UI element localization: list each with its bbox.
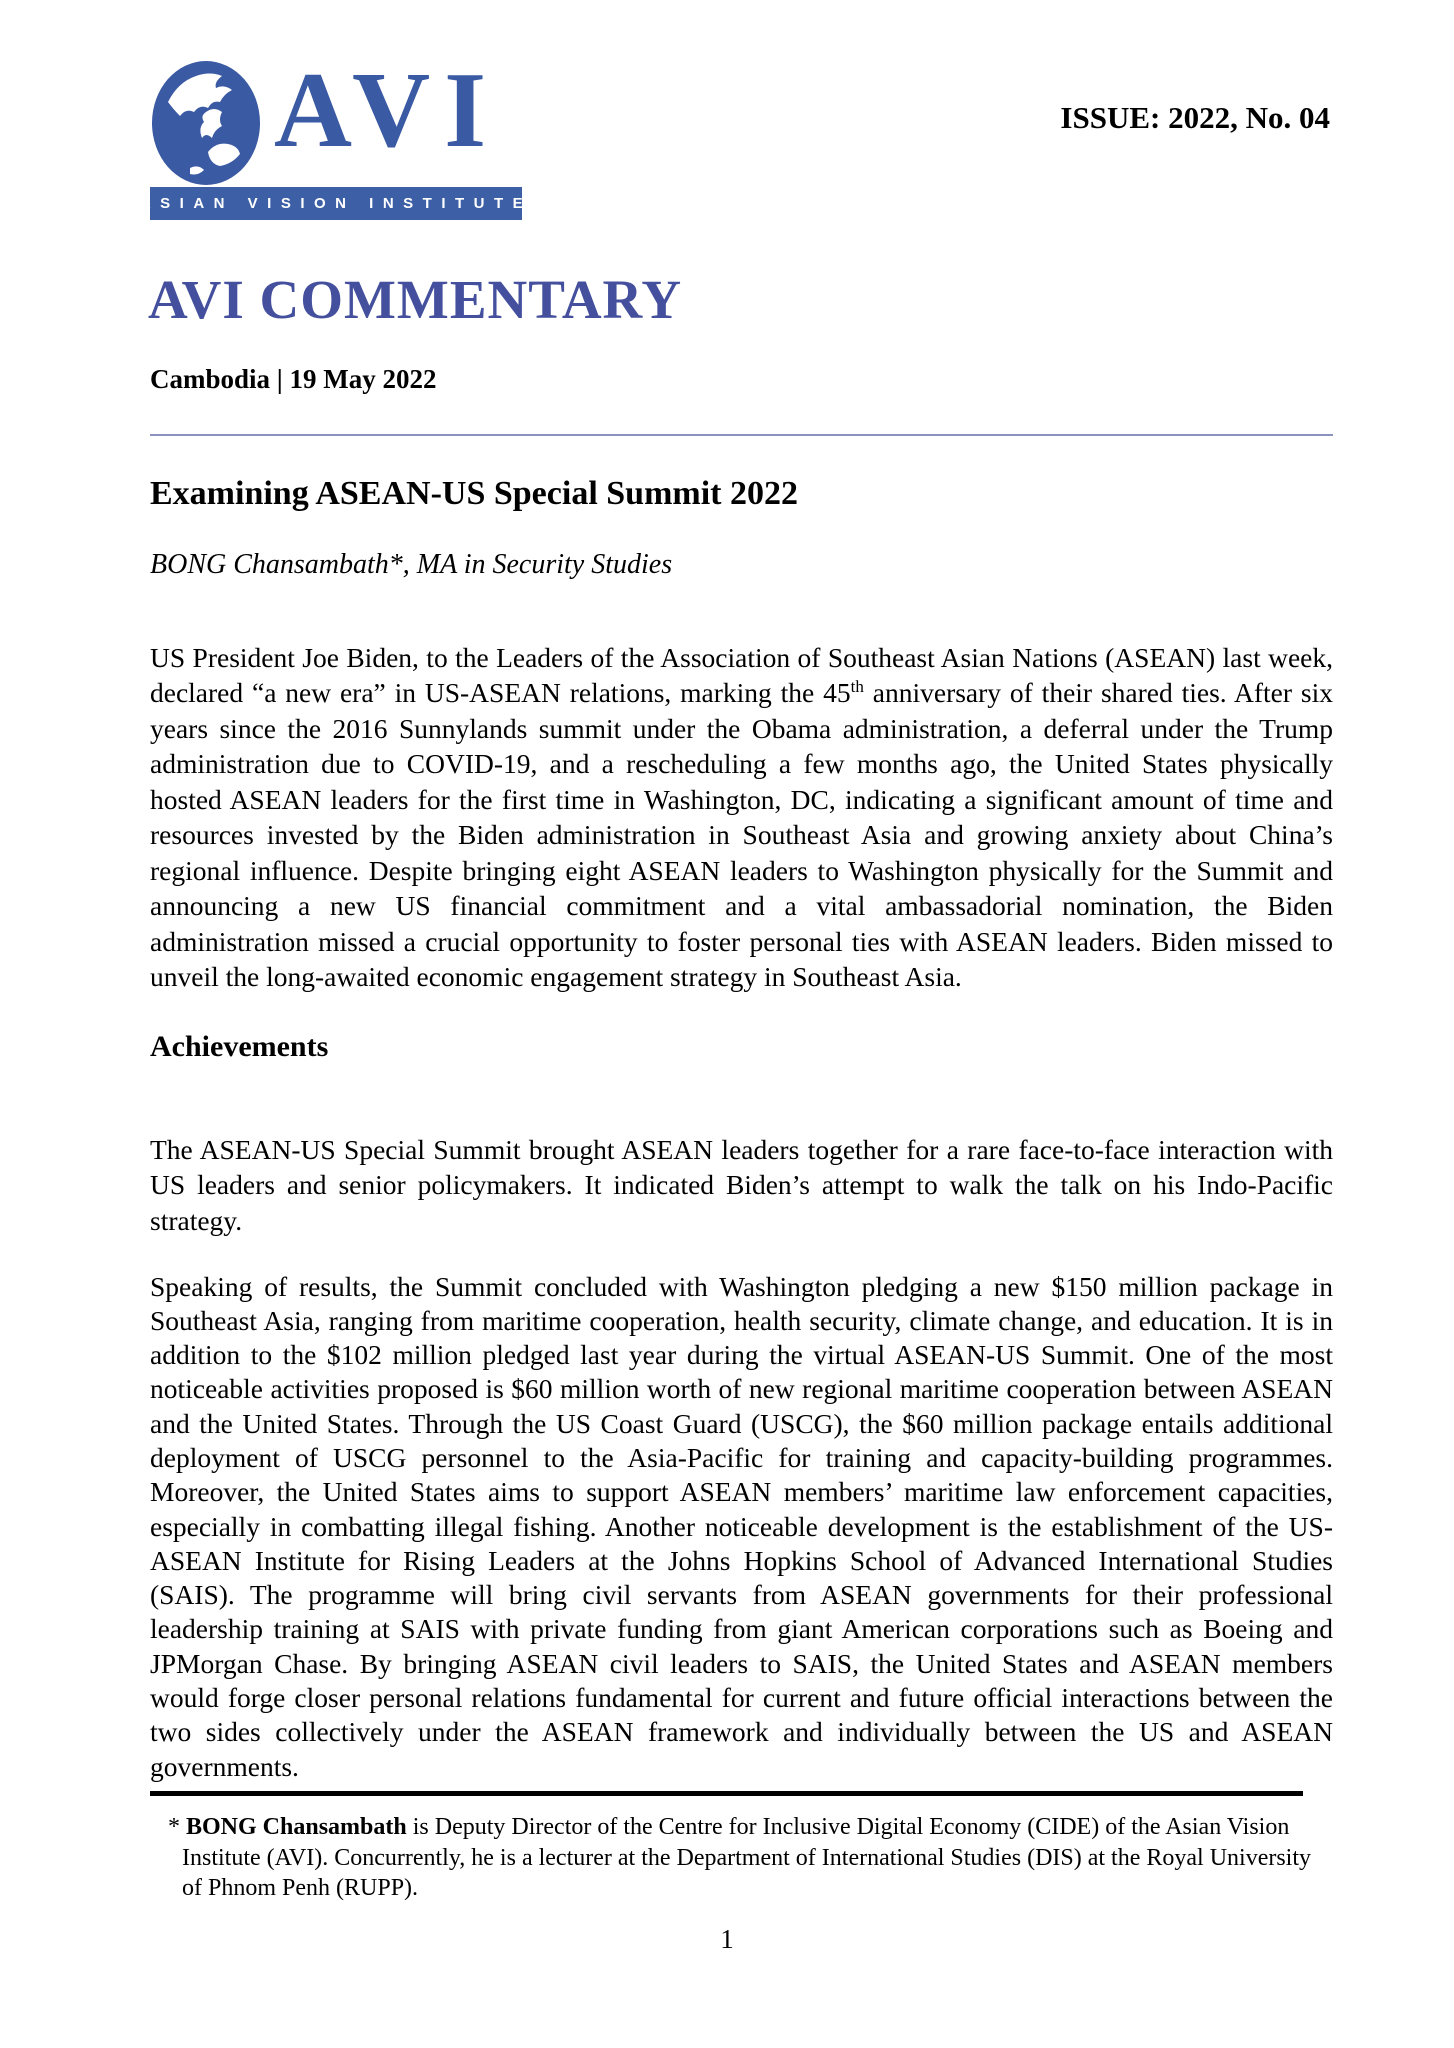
paragraph-2: The ASEAN-US Special Summit brought ASEAN leaders together for a rare face-to-face interaction with US leaders and senior policymakers. It indicated Biden’s attempt to walk the talk on his Indo-Pacific strategy. [150, 1133, 1333, 1236]
globe-icon [150, 60, 262, 186]
footnote-text: is Deputy Director of the Centre for Inclusive Digital Economy (CIDE) of the Asian Vision Institute (AVI). Concurrently, he is a lecturer at the Department of International Studies (DIS) at the Royal University of Phnom Penh (RUPP). [182, 1814, 1312, 1901]
paragraph-3: Speaking of results, the Summit concluded with Washington pledging a new $150 million package in Southeast Asia, ranging from maritime cooperation, health security, climate change, and education. It is in addition to the $102 million pledged last year during the virtual ASEAN-US Summit. One of the most noticeable activities proposed is $60 million worth of new regional maritime cooperation between ASEAN and the United States. Through the US Coast Guard (USCG), the $60 million package entails additional deployment of USCG personnel to the Asia-Pacific for training and capacity-building programmes. Moreover, the United States aims to support ASEAN members’ maritime law enforcement capacities, especially in combatting illegal fishing. Another noticeable development is the establishment of the US-ASEAN Institute for Rising Leaders at the Johns Hopkins School of Advanced International Studies (SAIS). The programme will bring civil servants from ASEAN governments for their professional leadership training at SAIS with private funding from giant American corporations such as Boeing and JPMorgan Chase. By bringing ASEAN civil leaders to SAIS, the United States and ASEAN members would forge closer personal relations fundamental for current and future official interactions between the two sides collectively under the ASEAN framework and individually between the US and ASEAN governments. [150, 1270, 1333, 1782]
footnote-divider [150, 1791, 1303, 1796]
article-title: Examining ASEAN-US Special Summit 2022 [150, 475, 798, 512]
footnote-author: BONG Chansambath [186, 1814, 407, 1840]
masthead-title: AVI COMMENTARY [148, 269, 683, 330]
article-byline: BONG Chansambath*, MA in Security Studies [150, 549, 673, 580]
paragraph-1-continued: anniversary of their shared ties. After six years since the 2016 Sunnylands summit under the Obama administration, a deferral under the Trump administration due to COVID-19, and a rescheduling a few months ago, the United States physically hosted ASEAN leaders for the first time in Washington, DC, indicating a significant amount of time and resources invested by the Biden administration in Southeast Asia and growing anxiety about China’s regional influence. Despite bringing eight ASEAN leaders to Washington physically for the Summit and announcing a new US financial commitment and a vital ambassadorial nomination, the Biden administration missed a crucial opportunity to foster personal ties with ASEAN leaders. Biden missed to unveil the long-awaited economic engagement strategy in Southeast Asia. [150, 677, 1333, 992]
avi-logo [139, 51, 533, 220]
section-heading-achievements: Achievements [150, 1030, 329, 1063]
ordinal-superscript: th [850, 676, 864, 696]
logo-acronym: AVI [274, 51, 501, 170]
footnote [168, 1812, 1317, 1904]
logo-banner: ASIAN VISION INSTITUTE [150, 187, 522, 220]
header-divider [150, 434, 1333, 436]
paragraph-1-text: US President Joe Biden, to the Leaders of the Association of Southeast Asian Nations (ASEAN) last week, declared “a new era” in US-ASEAN relations, marking the 45 [150, 641, 1333, 708]
issue-label: ISSUE: 2022, No. 04 [1060, 100, 1330, 135]
footnote-marker: * [168, 1814, 186, 1840]
page-number: 1 [720, 1924, 734, 1954]
dateline: Cambodia | 19 May 2022 [150, 364, 437, 394]
paragraph-1 [150, 640, 1333, 995]
